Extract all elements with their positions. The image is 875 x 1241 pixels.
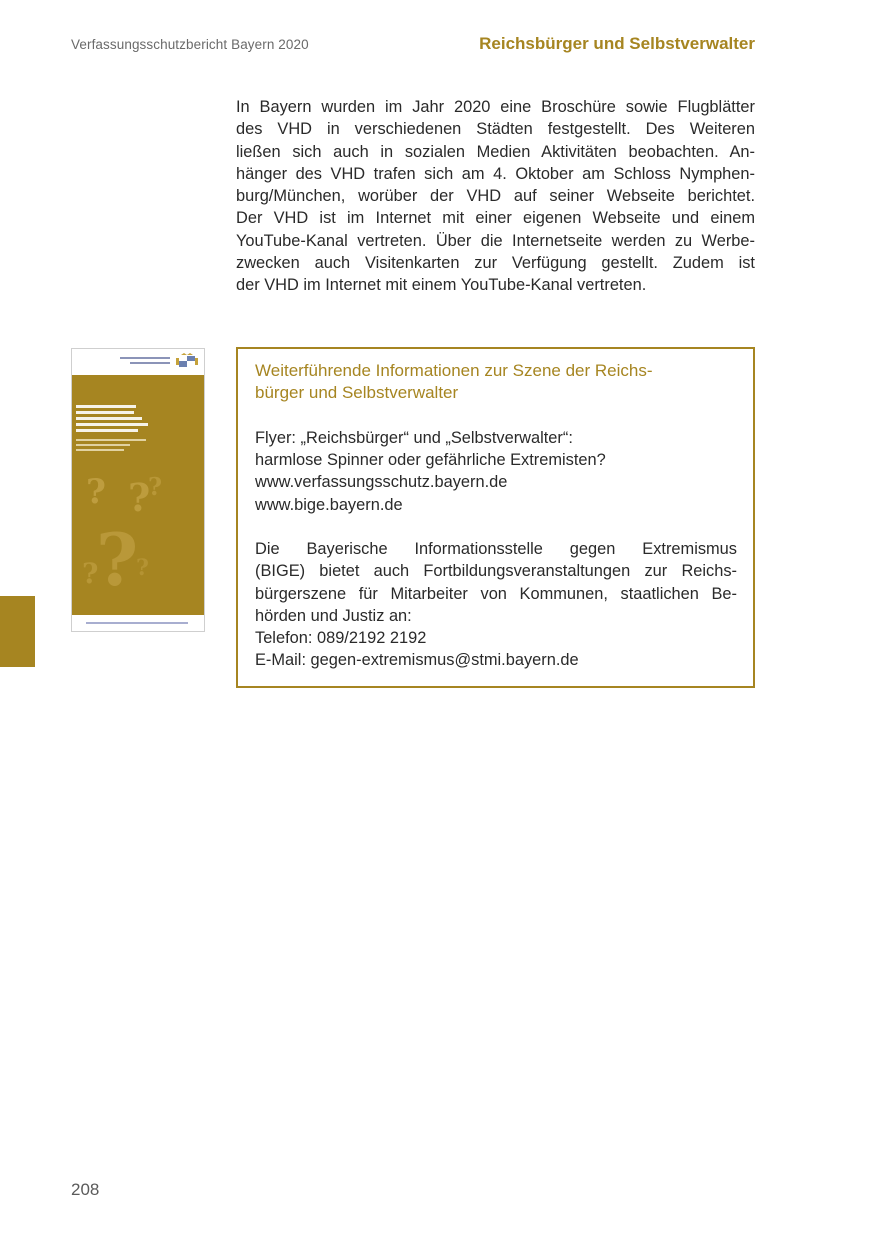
running-header-left: Verfassungsschutzbericht Bayern 2020 xyxy=(71,37,309,52)
body-line: Der VHD ist im Internet mit einer eigenen Webseite und einem xyxy=(236,209,755,228)
bige-url: www.bige.bayern.de xyxy=(255,495,403,514)
body-line: YouTube-Kanal vertreten. Über die Internetseite werden zu Werbe- xyxy=(236,231,755,250)
flyer-cover-artwork xyxy=(72,375,204,615)
info-box-title-line: bürger und Selbstverwalter xyxy=(255,383,459,403)
verfassungsschutz-url: www.verfassungsschutz.bayern.de xyxy=(255,473,508,492)
coat-of-arms-icon xyxy=(176,353,198,368)
question-mark-glyph: ? xyxy=(96,517,139,602)
chapter-side-tab xyxy=(0,596,35,667)
bige-description-line: bürgerszene für Mitarbeiter von Kommunen, staatlichen Be- xyxy=(255,584,737,603)
body-line: In Bayern wurden im Jahr 2020 eine Broschüre sowie Flugblätter xyxy=(236,98,755,116)
spacer xyxy=(255,405,737,427)
body-line: ließen sich auch in sozialen Medien Aktivitäten beobachten. An- xyxy=(236,142,755,161)
flyer-subtitle-line: harmlose Spinner oder gefährliche Extremisten? xyxy=(255,451,606,470)
bige-description-line: hörden und Justiz an: xyxy=(255,606,412,625)
question-mark-glyph: ? xyxy=(136,555,149,581)
info-box xyxy=(236,347,755,688)
flyer-publisher-text xyxy=(116,356,172,366)
body-paragraph xyxy=(236,96,755,297)
question-mark-glyph: ? xyxy=(86,472,106,512)
page-number: 208 xyxy=(71,1180,100,1199)
question-mark-glyph: ? xyxy=(148,472,163,501)
body-line: des VHD in verschiedenen Städten festgestellt. Des Weiteren xyxy=(236,120,755,139)
phone-contact: Telefon: 089/2192 2192 xyxy=(255,629,427,648)
flyer-cover-image xyxy=(71,348,205,632)
flyer-header-strip xyxy=(72,349,204,375)
question-mark-glyph: ? xyxy=(128,475,151,520)
flyer-footer-strip xyxy=(72,615,204,631)
bige-description-line: Die Bayerische Informationsstelle gegen Extremismus xyxy=(255,540,737,558)
email-contact: E-Mail: gegen-extremismus@stmi.bayern.de xyxy=(255,651,579,670)
body-line: zwecken auch Visitenkarten zur Verfügung gestellt. Zudem ist xyxy=(236,254,755,273)
spacer xyxy=(255,516,737,538)
body-line: hänger des VHD trafen sich am 4. Oktober am Schloss Nymphen- xyxy=(236,164,755,183)
bige-description-line: (BIGE) bietet auch Fortbildungsveranstaltungen zur Reichs- xyxy=(255,562,737,581)
body-line: burg/München, worüber der VHD auf seiner Webseite berichtet. xyxy=(236,187,755,206)
body-line: der VHD im Internet mit einem YouTube-Kanal vertreten. xyxy=(236,276,647,295)
running-header-chapter-title: Reichsbürger und Selbstverwalter xyxy=(479,34,755,53)
info-box-title-line: Weiterführende Informationen zur Szene der Reichs- xyxy=(255,361,653,380)
flyer-footer-url xyxy=(72,615,204,631)
flyer-title-line: Flyer: „Reichsbürger“ und „Selbstverwalter“: xyxy=(255,428,573,447)
question-mark-glyph: ? xyxy=(82,557,99,590)
flyer-cover-body xyxy=(72,375,204,615)
